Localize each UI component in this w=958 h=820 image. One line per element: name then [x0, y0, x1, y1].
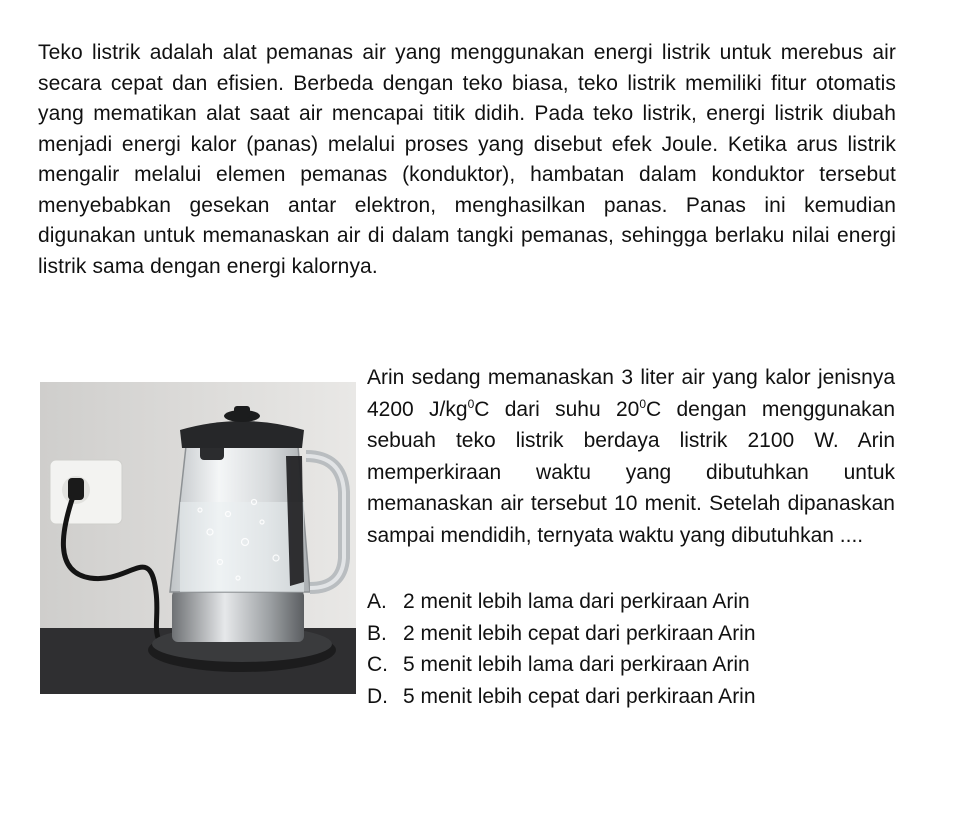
electric-kettle-photo	[40, 382, 356, 694]
answer-options	[367, 586, 895, 712]
option-d[interactable]	[367, 681, 895, 713]
question-part-1: Arin sedang memanaskan 3 liter air yang kalor jenisnya 4200 J/kg	[367, 366, 895, 421]
option-letter: D.	[367, 684, 388, 708]
kettle-steel-band	[172, 590, 304, 642]
option-letter: B.	[367, 621, 387, 645]
option-text: 5 menit lebih cepat dari perkiraan Arin	[403, 684, 756, 708]
degree-superscript-1: 0	[467, 396, 475, 411]
option-text: 2 menit lebih lama dari perkiraan Arin	[403, 590, 750, 613]
question-text	[367, 362, 895, 551]
question-part-3: C dengan menggunakan sebuah teko listrik berdaya listrik 2100 W. Arin memperkiraan waktu yang dibutuhkan untuk memanaskan air tersebut 10 menit. Setelah dipanaskan sampai mendidih, ternyata waktu yang dibutuhkan ....	[367, 397, 895, 547]
degree-superscript-2: 0	[639, 396, 646, 411]
option-b[interactable]	[367, 618, 895, 650]
plug	[68, 478, 84, 500]
option-text: 5 menit lebih lama dari perkiraan Arin	[403, 653, 750, 676]
option-letter: A.	[367, 590, 387, 613]
option-c[interactable]	[367, 649, 895, 681]
intro-paragraph: Teko listrik adalah alat pemanas air yang menggunakan energi listrik untuk merebus air secara cepat dan efisien. Berbeda dengan teko biasa, teko listrik memiliki fitur otomatis yang mematikan alat saat air mencapai titik didih. Pada teko listrik, energi listrik diubah menjadi energi kalor (panas) melalui proses yang disebut efek Joule. Ketika arus listrik mengalir melalui elemen pemanas (konduktor), hambatan dalam konduktor tersebut menyebabkan gesekan antar elektron, menghasilkan panas. Panas ini kemudian digunakan untuk memanaskan air di dalam tangki pemanas, sehingga berlaku nilai energi listrik sama dengan energi kalornya.	[38, 41, 896, 278]
option-a[interactable]	[367, 586, 895, 618]
option-text: 2 menit lebih cepat dari perkiraan Arin	[403, 621, 756, 645]
question-part-2: C dari suhu 20	[474, 397, 640, 421]
option-letter: C.	[367, 653, 388, 676]
